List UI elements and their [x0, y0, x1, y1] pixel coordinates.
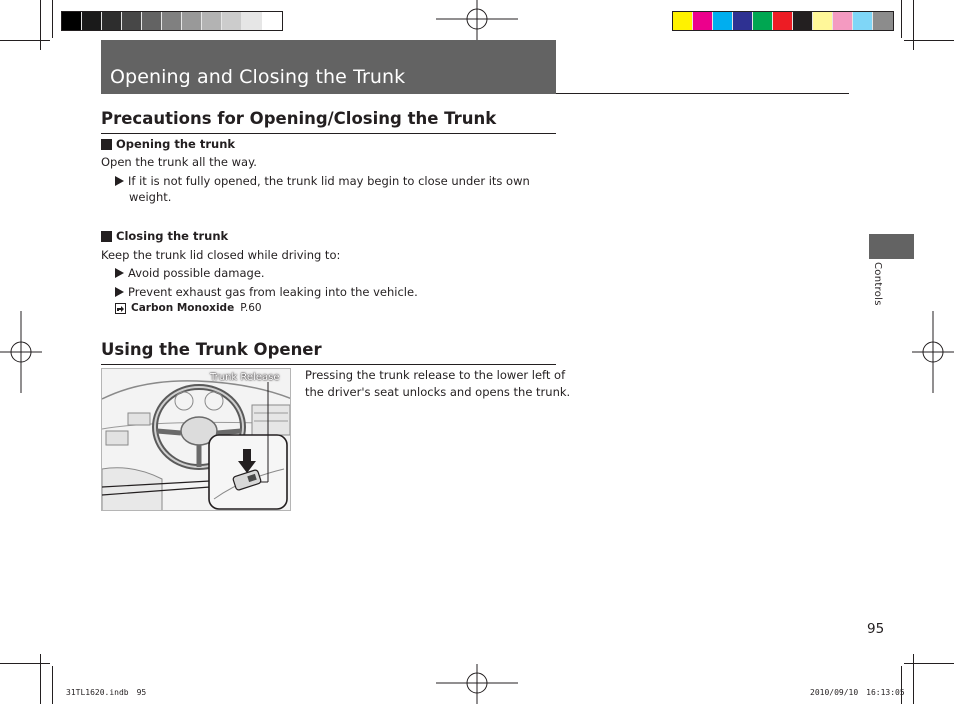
- closing-bullet-2: [115, 284, 418, 300]
- opening-subheading-text: Opening the trunk: [116, 137, 236, 151]
- grayscale-color-bar: [61, 11, 283, 31]
- opening-bullet-line2: weight.: [129, 190, 172, 204]
- opening-bullet-line1: If it is not fully opened, the trunk lid may begin to close under its own: [128, 174, 530, 188]
- crop-mark: [901, 0, 902, 38]
- color-swatch: [773, 12, 793, 30]
- crop-mark: [901, 666, 902, 704]
- registration-target-left: [0, 311, 42, 393]
- square-bullet-icon: [101, 139, 112, 150]
- registration-target-right: [912, 311, 954, 393]
- opener-text-line2: the driver's seat unlocks and opens the trunk.: [305, 385, 571, 399]
- trunk-release-callout: Trunk Release: [210, 372, 280, 383]
- callout-leader-line: [260, 380, 272, 484]
- color-swatch: [222, 12, 242, 30]
- crop-mark: [904, 40, 954, 41]
- color-swatch: [242, 12, 262, 30]
- color-swatch: [853, 12, 873, 30]
- color-swatch: [122, 12, 142, 30]
- crop-mark: [913, 654, 914, 704]
- opening-bullet: [115, 173, 530, 189]
- title-rule: [556, 93, 849, 94]
- color-swatch: [673, 12, 693, 30]
- closing-bullet-1-text: Avoid possible damage.: [128, 266, 265, 280]
- opening-text: Open the trunk all the way.: [101, 155, 257, 169]
- crop-mark: [52, 666, 53, 704]
- triangle-bullet-icon: [115, 268, 124, 278]
- process-color-bar: [672, 11, 894, 31]
- section-rule: [101, 364, 556, 365]
- closing-subheading: [101, 229, 228, 243]
- color-swatch: [693, 12, 713, 30]
- color-swatch: [713, 12, 733, 30]
- closing-text: Keep the trunk lid closed while driving to:: [101, 248, 341, 262]
- triangle-bullet-icon: [115, 176, 124, 186]
- opening-subheading: [101, 137, 235, 151]
- color-swatch: [162, 12, 182, 30]
- footer-file-info: 31TL1620.indb 95: [66, 688, 147, 697]
- opener-text-line1: Pressing the trunk release to the lower left of: [305, 368, 566, 382]
- registration-target-top: [436, 0, 518, 40]
- page-reference-icon: [115, 303, 126, 314]
- color-swatch: [262, 12, 282, 30]
- opener-heading: Using the Trunk Opener: [101, 340, 322, 359]
- closing-bullet-1: [115, 265, 265, 281]
- registration-target-bottom: [436, 664, 518, 704]
- precautions-heading: Precautions for Opening/Closing the Trunk: [101, 109, 497, 128]
- crop-mark: [40, 0, 41, 50]
- crop-mark: [40, 654, 41, 704]
- crop-mark: [904, 663, 954, 664]
- footer-timestamp: 2010/09/10 16:13:05: [810, 688, 905, 697]
- color-swatch: [142, 12, 162, 30]
- chapter-tab-label: Controls: [872, 262, 883, 306]
- reference-title: Carbon Monoxide: [131, 302, 235, 314]
- color-swatch: [202, 12, 222, 30]
- reference-page: P.60: [240, 302, 262, 314]
- page-number: 95: [867, 621, 885, 637]
- color-swatch: [82, 12, 102, 30]
- color-swatch: [753, 12, 773, 30]
- color-swatch: [833, 12, 853, 30]
- crop-mark: [913, 0, 914, 50]
- chapter-tab: [869, 234, 914, 259]
- crop-mark: [52, 0, 53, 38]
- color-swatch: [62, 12, 82, 30]
- color-swatch: [873, 12, 893, 30]
- color-swatch: [793, 12, 813, 30]
- section-rule: [101, 133, 556, 134]
- color-swatch: [813, 12, 833, 30]
- closing-subheading-text: Closing the trunk: [116, 229, 229, 243]
- color-swatch: [733, 12, 753, 30]
- carbon-monoxide-reference[interactable]: [115, 302, 262, 314]
- page-title: Opening and Closing the Trunk: [110, 66, 406, 88]
- closing-bullet-2-text: Prevent exhaust gas from leaking into the vehicle.: [128, 285, 418, 299]
- color-swatch: [182, 12, 202, 30]
- color-swatch: [102, 12, 122, 30]
- square-bullet-icon: [101, 231, 112, 242]
- crop-mark: [0, 663, 50, 664]
- triangle-bullet-icon: [115, 287, 124, 297]
- crop-mark: [0, 40, 50, 41]
